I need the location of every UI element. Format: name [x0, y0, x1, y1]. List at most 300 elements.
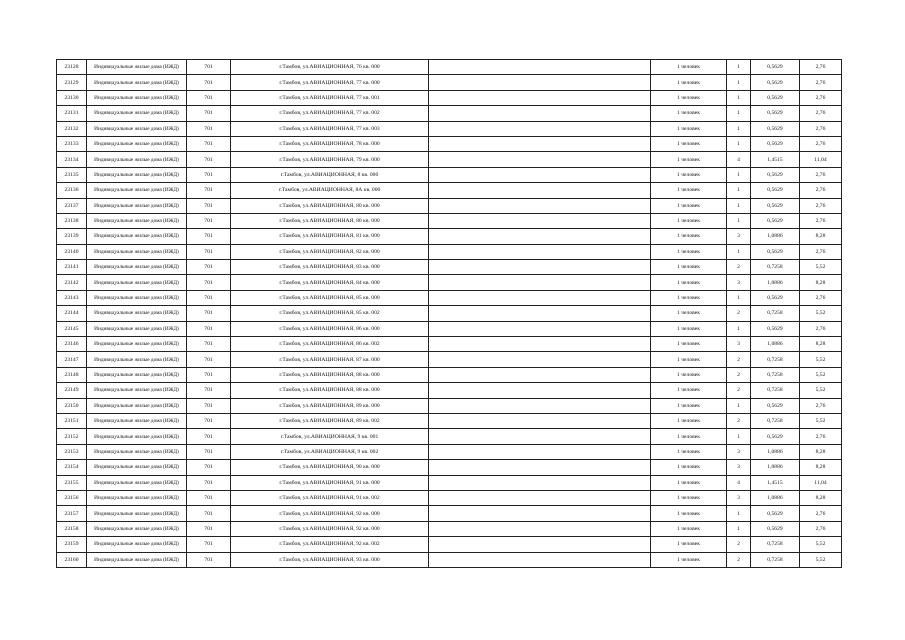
cell-code: 701 — [187, 167, 231, 182]
cell-quantity: 4 — [727, 475, 751, 490]
cell-total: 2,76 — [800, 183, 842, 198]
cell-id: 23149 — [57, 383, 87, 398]
cell-address: г.Тамбов, ул.АВИАЦИОННАЯ, 83 кв. 000 — [231, 260, 429, 275]
table-row — [57, 321, 842, 336]
table-row — [57, 490, 842, 505]
cell-id: 23140 — [57, 244, 87, 259]
cell-id: 23137 — [57, 198, 87, 213]
cell-extra — [429, 506, 651, 521]
cell-building-type: Индивидуальные жилые дома (ИЖД) — [87, 106, 187, 121]
cell-extra — [429, 490, 651, 505]
table-row — [57, 398, 842, 413]
cell-code: 701 — [187, 183, 231, 198]
cell-quantity: 2 — [727, 352, 751, 367]
cell-code: 701 — [187, 213, 231, 228]
cell-unit: 1 человек — [651, 213, 727, 228]
cell-building-type: Индивидуальные жилые дома (ИЖД) — [87, 244, 187, 259]
cell-norm: 0,5629 — [751, 321, 800, 336]
cell-address: г.Тамбов, ул.АВИАЦИОННАЯ, 77 кв. 002 — [231, 106, 429, 121]
cell-total: 5,52 — [800, 352, 842, 367]
cell-building-type: Индивидуальные жилые дома (ИЖД) — [87, 475, 187, 490]
cell-total: 5,52 — [800, 537, 842, 552]
cell-address: г.Тамбов, ул.АВИАЦИОННАЯ, 91 кв. 000 — [231, 475, 429, 490]
cell-code: 701 — [187, 475, 231, 490]
cell-unit: 1 человек — [651, 75, 727, 90]
cell-code: 701 — [187, 121, 231, 136]
cell-code: 701 — [187, 367, 231, 382]
records-table — [56, 59, 842, 568]
table-row — [57, 244, 842, 259]
cell-id: 23150 — [57, 398, 87, 413]
cell-extra — [429, 429, 651, 444]
cell-extra — [429, 306, 651, 321]
cell-id: 23133 — [57, 136, 87, 151]
table-row — [57, 506, 842, 521]
cell-quantity: 2 — [727, 306, 751, 321]
cell-code: 701 — [187, 198, 231, 213]
cell-norm: 0,7258 — [751, 383, 800, 398]
table-row — [57, 552, 842, 567]
cell-address: г.Тамбов, ул.АВИАЦИОННАЯ, 88 кв. 000 — [231, 367, 429, 382]
cell-building-type: Индивидуальные жилые дома (ИЖД) — [87, 152, 187, 167]
cell-unit: 1 человек — [651, 306, 727, 321]
cell-id: 23158 — [57, 521, 87, 536]
table-row — [57, 537, 842, 552]
cell-id: 23152 — [57, 429, 87, 444]
cell-unit: 1 человек — [651, 337, 727, 352]
cell-code: 701 — [187, 398, 231, 413]
cell-norm: 0,5629 — [751, 75, 800, 90]
cell-extra — [429, 198, 651, 213]
cell-code: 701 — [187, 506, 231, 521]
cell-building-type: Индивидуальные жилые дома (ИЖД) — [87, 521, 187, 536]
cell-id: 23134 — [57, 152, 87, 167]
table-row — [57, 106, 842, 121]
cell-building-type: Индивидуальные жилые дома (ИЖД) — [87, 75, 187, 90]
cell-code: 701 — [187, 490, 231, 505]
table-row — [57, 413, 842, 428]
cell-address: г.Тамбов, ул.АВИАЦИОННАЯ, 86 кв. 002 — [231, 337, 429, 352]
cell-extra — [429, 75, 651, 90]
cell-building-type: Индивидуальные жилые дома (ИЖД) — [87, 213, 187, 228]
cell-code: 701 — [187, 429, 231, 444]
cell-building-type: Индивидуальные жилые дома (ИЖД) — [87, 383, 187, 398]
cell-norm: 0,7258 — [751, 352, 800, 367]
cell-unit: 1 человек — [651, 552, 727, 567]
cell-norm: 0,7258 — [751, 413, 800, 428]
cell-address: г.Тамбов, ул.АВИАЦИОННАЯ, 85 кв. 002 — [231, 306, 429, 321]
cell-address: г.Тамбов, ул.АВИАЦИОННАЯ, 77 кв. 001 — [231, 90, 429, 105]
table-row — [57, 352, 842, 367]
cell-code: 701 — [187, 75, 231, 90]
table-row — [57, 444, 842, 459]
cell-total: 8,28 — [800, 229, 842, 244]
table-row — [57, 460, 842, 475]
cell-extra — [429, 383, 651, 398]
cell-quantity: 1 — [727, 198, 751, 213]
cell-address: г.Тамбов, ул.АВИАЦИОННАЯ, 85 кв. 000 — [231, 290, 429, 305]
cell-building-type: Индивидуальные жилые дома (ИЖД) — [87, 398, 187, 413]
cell-unit: 1 человек — [651, 260, 727, 275]
cell-total: 5,52 — [800, 383, 842, 398]
cell-address: г.Тамбов, ул.АВИАЦИОННАЯ, 89 кв. 000 — [231, 398, 429, 413]
cell-extra — [429, 152, 651, 167]
cell-total: 2,76 — [800, 398, 842, 413]
table-row — [57, 213, 842, 228]
cell-building-type: Индивидуальные жилые дома (ИЖД) — [87, 413, 187, 428]
cell-id: 23148 — [57, 367, 87, 382]
cell-id: 23136 — [57, 183, 87, 198]
cell-total: 5,52 — [800, 367, 842, 382]
table-row — [57, 337, 842, 352]
cell-unit: 1 человек — [651, 413, 727, 428]
cell-address: г.Тамбов, ул.АВИАЦИОННАЯ, 91 кв. 002 — [231, 490, 429, 505]
cell-norm: 0,5629 — [751, 136, 800, 151]
cell-norm: 0,5629 — [751, 121, 800, 136]
table-row — [57, 475, 842, 490]
cell-extra — [429, 521, 651, 536]
cell-norm: 0,5629 — [751, 60, 800, 75]
cell-address: г.Тамбов, ул.АВИАЦИОННАЯ, 93 кв. 000 — [231, 552, 429, 567]
cell-code: 701 — [187, 444, 231, 459]
cell-total: 2,76 — [800, 290, 842, 305]
cell-code: 701 — [187, 229, 231, 244]
cell-extra — [429, 398, 651, 413]
cell-extra — [429, 213, 651, 228]
table-row — [57, 521, 842, 536]
cell-address: г.Тамбов, ул.АВИАЦИОННАЯ, 9 кв. 001 — [231, 429, 429, 444]
cell-norm: 1,0886 — [751, 460, 800, 475]
cell-id: 23156 — [57, 490, 87, 505]
table-row — [57, 167, 842, 182]
cell-address: г.Тамбов, ул.АВИАЦИОННАЯ, 8 кв. 000 — [231, 167, 429, 182]
cell-norm: 0,5629 — [751, 429, 800, 444]
cell-id: 23144 — [57, 306, 87, 321]
cell-extra — [429, 183, 651, 198]
cell-id: 23153 — [57, 444, 87, 459]
cell-building-type: Индивидуальные жилые дома (ИЖД) — [87, 90, 187, 105]
cell-address: г.Тамбов, ул.АВИАЦИОННАЯ, 80 кв. 000 — [231, 213, 429, 228]
cell-quantity: 3 — [727, 460, 751, 475]
cell-quantity: 1 — [727, 183, 751, 198]
cell-building-type: Индивидуальные жилые дома (ИЖД) — [87, 367, 187, 382]
cell-code: 701 — [187, 460, 231, 475]
cell-code: 701 — [187, 321, 231, 336]
cell-address: г.Тамбов, ул.АВИАЦИОННАЯ, 80 кв. 000 — [231, 198, 429, 213]
cell-code: 701 — [187, 413, 231, 428]
cell-quantity: 1 — [727, 90, 751, 105]
cell-quantity: 1 — [727, 213, 751, 228]
cell-building-type: Индивидуальные жилые дома (ИЖД) — [87, 444, 187, 459]
cell-quantity: 2 — [727, 367, 751, 382]
cell-building-type: Индивидуальные жилые дома (ИЖД) — [87, 429, 187, 444]
cell-building-type: Индивидуальные жилые дома (ИЖД) — [87, 460, 187, 475]
cell-id: 23145 — [57, 321, 87, 336]
cell-quantity: 1 — [727, 106, 751, 121]
cell-extra — [429, 121, 651, 136]
cell-unit: 1 человек — [651, 136, 727, 151]
cell-building-type: Индивидуальные жилые дома (ИЖД) — [87, 290, 187, 305]
cell-total: 2,76 — [800, 213, 842, 228]
cell-total: 5,52 — [800, 306, 842, 321]
cell-quantity: 1 — [727, 121, 751, 136]
cell-id: 23135 — [57, 167, 87, 182]
cell-norm: 0,5629 — [751, 506, 800, 521]
cell-quantity: 3 — [727, 444, 751, 459]
cell-quantity: 1 — [727, 75, 751, 90]
table-row — [57, 306, 842, 321]
cell-unit: 1 человек — [651, 183, 727, 198]
cell-address: г.Тамбов, ул.АВИАЦИОННАЯ, 92 кв. 002 — [231, 537, 429, 552]
cell-norm: 0,7258 — [751, 367, 800, 382]
cell-building-type: Индивидуальные жилые дома (ИЖД) — [87, 275, 187, 290]
cell-total: 2,76 — [800, 60, 842, 75]
table-row — [57, 75, 842, 90]
cell-unit: 1 человек — [651, 167, 727, 182]
cell-total: 2,76 — [800, 321, 842, 336]
cell-unit: 1 человек — [651, 521, 727, 536]
cell-quantity: 2 — [727, 260, 751, 275]
cell-id: 23151 — [57, 413, 87, 428]
cell-total: 8,28 — [800, 460, 842, 475]
cell-extra — [429, 321, 651, 336]
cell-address: г.Тамбов, ул.АВИАЦИОННАЯ, 79 кв. 000 — [231, 152, 429, 167]
cell-norm: 1,0886 — [751, 490, 800, 505]
cell-norm: 0,5629 — [751, 521, 800, 536]
cell-building-type: Индивидуальные жилые дома (ИЖД) — [87, 306, 187, 321]
cell-quantity: 1 — [727, 398, 751, 413]
cell-building-type: Индивидуальные жилые дома (ИЖД) — [87, 198, 187, 213]
cell-extra — [429, 244, 651, 259]
cell-unit: 1 человек — [651, 321, 727, 336]
cell-address: г.Тамбов, ул.АВИАЦИОННАЯ, 77 кв. 000 — [231, 75, 429, 90]
cell-quantity: 3 — [727, 337, 751, 352]
cell-id: 23128 — [57, 60, 87, 75]
cell-extra — [429, 444, 651, 459]
cell-id: 23130 — [57, 90, 87, 105]
cell-extra — [429, 537, 651, 552]
table-row — [57, 290, 842, 305]
cell-unit: 1 человек — [651, 90, 727, 105]
cell-id: 23160 — [57, 552, 87, 567]
cell-building-type: Индивидуальные жилые дома (ИЖД) — [87, 60, 187, 75]
cell-code: 701 — [187, 337, 231, 352]
cell-building-type: Индивидуальные жилые дома (ИЖД) — [87, 537, 187, 552]
table-row — [57, 275, 842, 290]
table-row — [57, 229, 842, 244]
cell-code: 701 — [187, 136, 231, 151]
cell-id: 23139 — [57, 229, 87, 244]
cell-unit: 1 человек — [651, 198, 727, 213]
cell-extra — [429, 337, 651, 352]
cell-total: 5,52 — [800, 552, 842, 567]
cell-id: 23146 — [57, 337, 87, 352]
cell-total: 8,28 — [800, 490, 842, 505]
cell-building-type: Индивидуальные жилые дома (ИЖД) — [87, 337, 187, 352]
cell-total: 2,76 — [800, 121, 842, 136]
cell-address: г.Тамбов, ул.АВИАЦИОННАЯ, 89 кв. 002 — [231, 413, 429, 428]
cell-address: г.Тамбов, ул.АВИАЦИОННАЯ, 77 кв. 003 — [231, 121, 429, 136]
table-row — [57, 152, 842, 167]
cell-quantity: 2 — [727, 552, 751, 567]
cell-quantity: 1 — [727, 321, 751, 336]
cell-code: 701 — [187, 383, 231, 398]
cell-quantity: 3 — [727, 275, 751, 290]
cell-unit: 1 человек — [651, 352, 727, 367]
cell-norm: 0,5629 — [751, 244, 800, 259]
table-row — [57, 383, 842, 398]
cell-quantity: 1 — [727, 506, 751, 521]
table-row — [57, 121, 842, 136]
cell-norm: 0,5629 — [751, 198, 800, 213]
cell-extra — [429, 229, 651, 244]
cell-norm: 0,5629 — [751, 167, 800, 182]
cell-unit: 1 человек — [651, 383, 727, 398]
cell-id: 23143 — [57, 290, 87, 305]
cell-id: 23141 — [57, 260, 87, 275]
cell-extra — [429, 60, 651, 75]
cell-norm: 1,4515 — [751, 475, 800, 490]
cell-extra — [429, 352, 651, 367]
cell-norm: 1,4515 — [751, 152, 800, 167]
cell-address: г.Тамбов, ул.АВИАЦИОННАЯ, 78 кв. 000 — [231, 136, 429, 151]
table-row — [57, 90, 842, 105]
cell-norm: 0,7258 — [751, 306, 800, 321]
cell-id: 23157 — [57, 506, 87, 521]
cell-total: 2,76 — [800, 136, 842, 151]
cell-total: 2,76 — [800, 90, 842, 105]
cell-code: 701 — [187, 275, 231, 290]
cell-total: 11,04 — [800, 152, 842, 167]
cell-building-type: Индивидуальные жилые дома (ИЖД) — [87, 321, 187, 336]
cell-address: г.Тамбов, ул.АВИАЦИОННАЯ, 86 кв. 000 — [231, 321, 429, 336]
cell-extra — [429, 413, 651, 428]
cell-norm: 1,0886 — [751, 229, 800, 244]
cell-building-type: Индивидуальные жилые дома (ИЖД) — [87, 506, 187, 521]
cell-building-type: Индивидуальные жилые дома (ИЖД) — [87, 167, 187, 182]
cell-id: 23155 — [57, 475, 87, 490]
cell-unit: 1 человек — [651, 275, 727, 290]
cell-total: 2,76 — [800, 521, 842, 536]
cell-extra — [429, 167, 651, 182]
cell-building-type: Индивидуальные жилые дома (ИЖД) — [87, 552, 187, 567]
cell-total: 11,04 — [800, 475, 842, 490]
cell-address: г.Тамбов, ул.АВИАЦИОННАЯ, 81 кв. 000 — [231, 229, 429, 244]
cell-id: 23138 — [57, 213, 87, 228]
cell-building-type: Индивидуальные жилые дома (ИЖД) — [87, 260, 187, 275]
cell-extra — [429, 290, 651, 305]
cell-unit: 1 человек — [651, 244, 727, 259]
cell-unit: 1 человек — [651, 398, 727, 413]
cell-id: 23159 — [57, 537, 87, 552]
cell-building-type: Индивидуальные жилые дома (ИЖД) — [87, 136, 187, 151]
cell-norm: 0,5629 — [751, 183, 800, 198]
cell-quantity: 3 — [727, 229, 751, 244]
cell-total: 8,28 — [800, 444, 842, 459]
cell-unit: 1 человек — [651, 537, 727, 552]
cell-building-type: Индивидуальные жилые дома (ИЖД) — [87, 352, 187, 367]
cell-total: 2,76 — [800, 429, 842, 444]
cell-norm: 0,7258 — [751, 537, 800, 552]
cell-address: г.Тамбов, ул.АВИАЦИОННАЯ, 88 кв. 000 — [231, 383, 429, 398]
cell-norm: 1,0886 — [751, 275, 800, 290]
cell-quantity: 1 — [727, 136, 751, 151]
cell-id: 23147 — [57, 352, 87, 367]
cell-id: 23132 — [57, 121, 87, 136]
cell-code: 701 — [187, 152, 231, 167]
cell-quantity: 1 — [727, 429, 751, 444]
cell-unit: 1 человек — [651, 229, 727, 244]
cell-extra — [429, 260, 651, 275]
cell-quantity: 3 — [727, 490, 751, 505]
cell-extra — [429, 106, 651, 121]
cell-extra — [429, 460, 651, 475]
cell-code: 701 — [187, 306, 231, 321]
table-row — [57, 183, 842, 198]
table-row — [57, 136, 842, 151]
cell-code: 701 — [187, 552, 231, 567]
cell-code: 701 — [187, 244, 231, 259]
cell-norm: 0,5629 — [751, 290, 800, 305]
cell-unit: 1 человек — [651, 444, 727, 459]
cell-id: 23129 — [57, 75, 87, 90]
cell-address: г.Тамбов, ул.АВИАЦИОННАЯ, 76 кв. 000 — [231, 60, 429, 75]
cell-quantity: 2 — [727, 537, 751, 552]
cell-unit: 1 человек — [651, 506, 727, 521]
cell-unit: 1 человек — [651, 121, 727, 136]
cell-total: 2,76 — [800, 506, 842, 521]
cell-building-type: Индивидуальные жилые дома (ИЖД) — [87, 183, 187, 198]
cell-extra — [429, 475, 651, 490]
cell-quantity: 2 — [727, 383, 751, 398]
cell-total: 2,76 — [800, 75, 842, 90]
cell-quantity: 4 — [727, 152, 751, 167]
cell-total: 5,52 — [800, 413, 842, 428]
cell-unit: 1 человек — [651, 475, 727, 490]
table-row — [57, 429, 842, 444]
cell-unit: 1 человек — [651, 152, 727, 167]
table-row — [57, 260, 842, 275]
cell-address: г.Тамбов, ул.АВИАЦИОННАЯ, 84 кв. 000 — [231, 275, 429, 290]
cell-address: г.Тамбов, ул.АВИАЦИОННАЯ, 8А кв. 000 — [231, 183, 429, 198]
table-row — [57, 198, 842, 213]
table-row — [57, 367, 842, 382]
cell-unit: 1 человек — [651, 460, 727, 475]
cell-unit: 1 человек — [651, 429, 727, 444]
cell-extra — [429, 136, 651, 151]
cell-id: 23154 — [57, 460, 87, 475]
cell-unit: 1 человек — [651, 290, 727, 305]
cell-address: г.Тамбов, ул.АВИАЦИОННАЯ, 82 кв. 000 — [231, 244, 429, 259]
cell-quantity: 1 — [727, 244, 751, 259]
table-body — [57, 60, 842, 568]
cell-building-type: Индивидуальные жилые дома (ИЖД) — [87, 229, 187, 244]
cell-norm: 0,7258 — [751, 260, 800, 275]
cell-total: 2,76 — [800, 106, 842, 121]
cell-unit: 1 человек — [651, 106, 727, 121]
cell-norm: 0,5629 — [751, 213, 800, 228]
cell-norm: 1,0886 — [751, 444, 800, 459]
cell-code: 701 — [187, 290, 231, 305]
cell-code: 701 — [187, 106, 231, 121]
cell-norm: 1,0886 — [751, 337, 800, 352]
table-row — [57, 60, 842, 75]
cell-address: г.Тамбов, ул.АВИАЦИОННАЯ, 92 кв. 000 — [231, 506, 429, 521]
cell-norm: 0,7258 — [751, 552, 800, 567]
cell-building-type: Индивидуальные жилые дома (ИЖД) — [87, 490, 187, 505]
cell-quantity: 2 — [727, 413, 751, 428]
cell-code: 701 — [187, 60, 231, 75]
